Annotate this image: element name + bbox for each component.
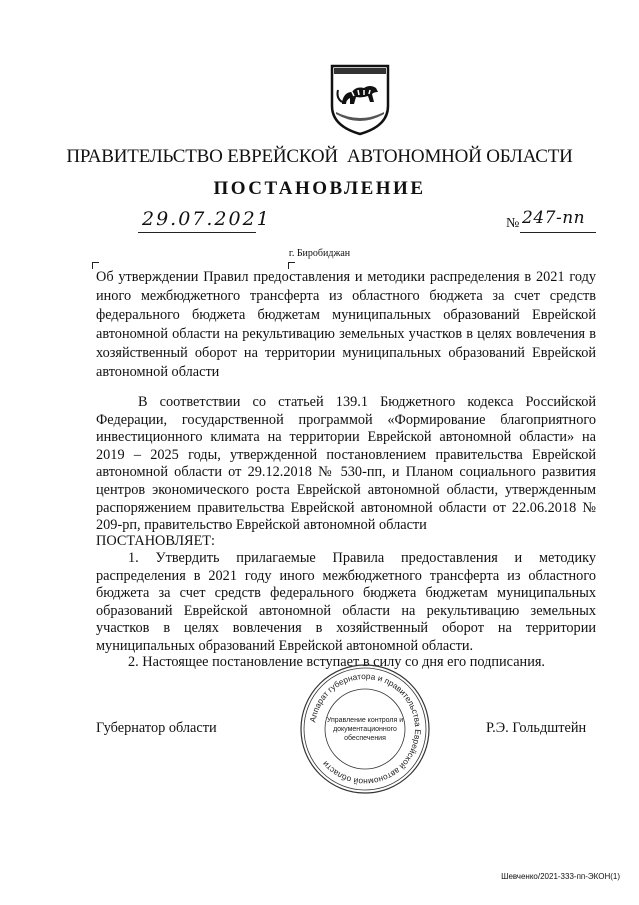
signature-position: Губернатор области	[96, 720, 217, 736]
stamp-center-text-line: обеспечения	[344, 735, 386, 742]
document-type: ПОСТАНОВЛЕНИЕ	[213, 178, 426, 199]
stamp-center-text-line: Управление контроля и	[326, 717, 404, 724]
document-title: Об утверждении Правил предоставления и методики распределения в 2021 году иного межбюджетного трансферта из областного бюджета за счет средств федерального бюджета бюджетам муниципальных образований Еврейской автономной области на рекультивацию земельных участков в целях вовлечения в хозяйственный оборот на территории муниципальных образований Еврейской автономной области	[96, 269, 596, 380]
number-value: 247-пп	[522, 208, 586, 228]
date-underline	[138, 232, 256, 233]
stamp-ring-text: Аппарат губернатора и правительства Еврейской автономной области	[307, 670, 424, 788]
stamp-center-text-line: документационного	[333, 726, 397, 733]
item-1-paragraph: 1. Утвердить прилагаемые Правила предоставления и методику распределения в 2021 году иного межбюджетного трансферта из областного бюджета за счет средств федерального бюджета бюджетам муниципальных образований Еврейской автономной области на рекультивацию земельных участков в целях вовлечения в хозяйственный оборот на территории муниципальных образований Еврейской автономной области.	[96, 550, 596, 654]
preamble-paragraph: В соответствии со статьей 139.1 Бюджетного кодекса Российской Федерации, государственной программой «Формирование благоприятного инвестиционного климата на территории Еврейской автономной области» на 2019 – 2025 годы, утвержденной постановлением правительства Еврейской автономной области от 29.12.2018 № 530-пп, и Планом социального развития центров экономического роста Еврейской автономной области, утвержденным распоряжением правительства Еврейской автономной области от 22.06.2018 № 209-рп, правительство Еврейской автономной области	[96, 394, 596, 534]
decree-word: ПОСТАНОВЛЯЕТ:	[96, 533, 216, 549]
signature-name: Р.Э. Гольдштейн	[486, 720, 587, 736]
date-value: 29.07.2021	[142, 208, 271, 230]
official-stamp	[298, 662, 432, 796]
coat-of-arms-icon	[328, 62, 392, 138]
number-prefix: №	[506, 216, 520, 231]
government-title: ПРАВИТЕЛЬСТВО ЕВРЕЙСКОЙ АВТОНОМНОЙ ОБЛАСТИ	[66, 146, 573, 167]
item-2-paragraph: 2. Настоящее постановление вступает в силу со дня его подписания.	[128, 654, 545, 670]
footer-code: Шевченко/2021-333-пп-ЭКОН(1)	[501, 872, 620, 881]
document-date	[138, 208, 271, 234]
document-number	[506, 208, 596, 234]
number-underline	[520, 232, 596, 233]
city-line: г. Биробиджан	[288, 248, 351, 259]
